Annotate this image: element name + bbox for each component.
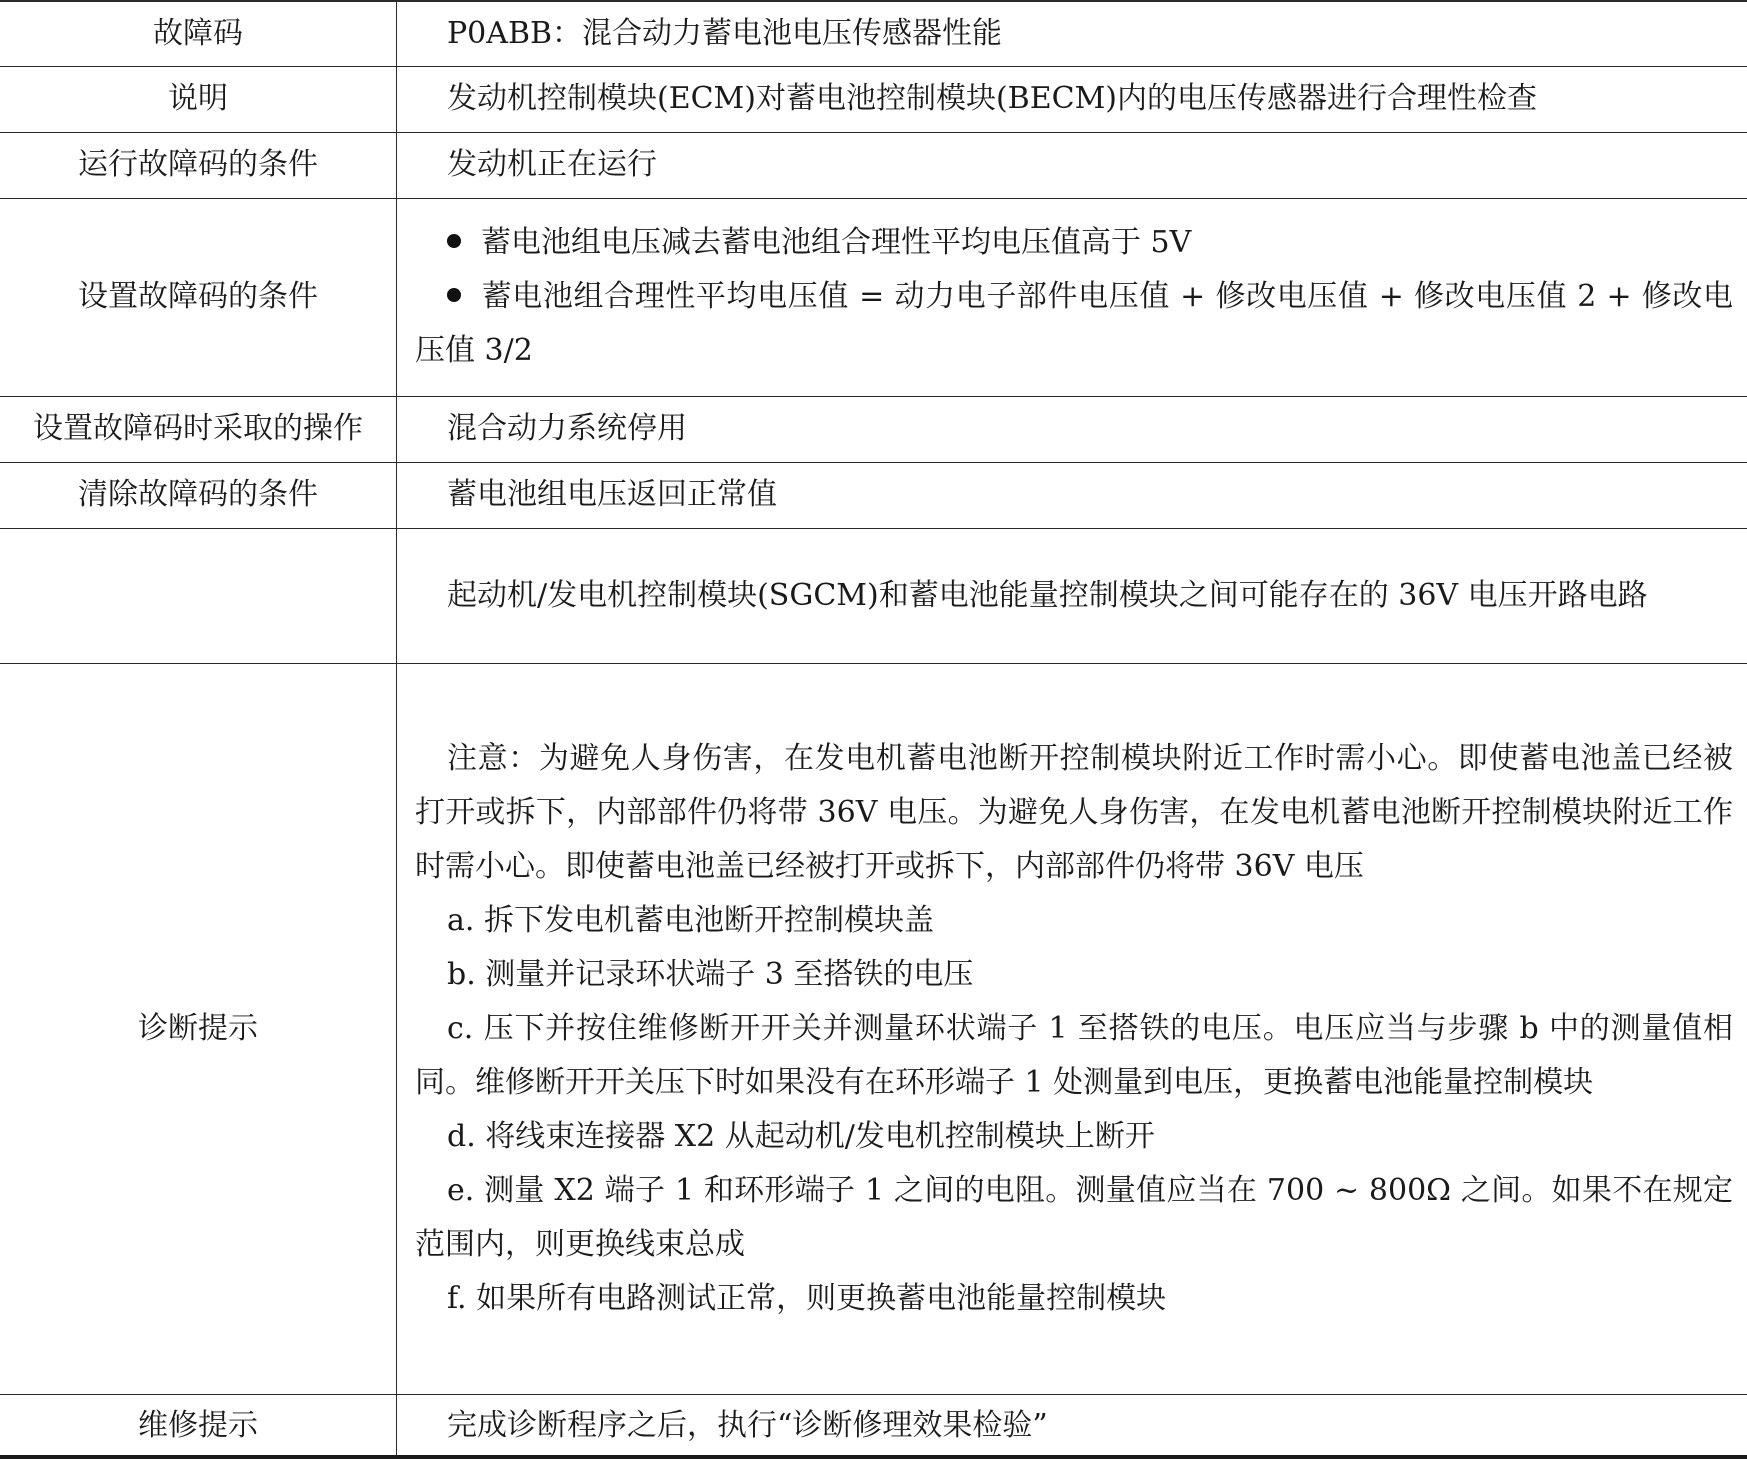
- set-condition-value: [397, 198, 1747, 396]
- clear-condition-value: [397, 462, 1747, 528]
- bullet-text: 蓄电池组合理性平均电压值 = 动力电子部件电压值 + 修改电压值 + 修改电压值 2 + 修改电压值 3/2: [415, 279, 1733, 368]
- table-row-set-condition: [0, 198, 1747, 396]
- bullet-icon: [447, 234, 461, 248]
- bullet-icon: [447, 288, 461, 302]
- diagnostic-value: [397, 663, 1747, 1394]
- action-value: [397, 396, 1747, 462]
- table-row-diagnostic: [0, 663, 1747, 1394]
- table-row-repair: [0, 1394, 1747, 1458]
- diagnostic-step: d. 将线束连接器 X2 从起动机/发电机控制模块上断开: [447, 1118, 1155, 1154]
- repair-text: 完成诊断程序之后，执行“诊断修理效果检验”: [447, 1408, 1048, 1443]
- set-condition-label: 设置故障码的条件: [0, 198, 397, 396]
- possible-cause-value: [397, 528, 1747, 663]
- clear-condition-label: 清除故障码的条件: [0, 462, 397, 528]
- fault-code-text: P0ABB：混合动力蓄电池电压传感器性能: [447, 15, 1003, 51]
- run-condition-label: 运行故障码的条件: [0, 132, 397, 198]
- fault-code-value: [397, 1, 1747, 66]
- table-row-possible-cause: [0, 528, 1747, 663]
- run-condition-value: [397, 132, 1747, 198]
- repair-label: 维修提示: [0, 1394, 397, 1458]
- table-row-clear-condition: [0, 462, 1747, 528]
- action-label: 设置故障码时采取的操作: [0, 396, 397, 462]
- diagnostic-content: [415, 710, 1733, 1348]
- diagnostic-step: a. 拆下发电机蓄电池断开控制模块盖: [447, 902, 934, 938]
- diagnostic-step: c. 压下并按住维修断开开关并测量环状端子 1 至搭铁的电压。电压应当与步骤 b 中的测量值相同。维修断开开关压下时如果没有在环形端子 1 处测量到电压，更换蓄电池能量控制模块: [415, 1010, 1733, 1100]
- diagnostic-step: e. 测量 X2 端子 1 和环形端子 1 之间的电阻。测量值应当在 700 ~ 800Ω 之间。如果不在规定范围内，则更换线束总成: [415, 1172, 1733, 1262]
- table-row-description: [0, 66, 1747, 132]
- description-value: [397, 66, 1747, 132]
- clear-condition-text: 蓄电池组电压返回正常值: [447, 477, 777, 512]
- possible-cause-label: [0, 528, 397, 663]
- bullet-item: [415, 270, 1733, 378]
- description-label: 说明: [0, 66, 397, 132]
- bullet-text: 蓄电池组电压减去蓄电池组合理性平均电压值高于 5V: [481, 225, 1192, 260]
- diagnostic-note: 注意：为避免人身伤害，在发电机蓄电池断开控制模块附近工作时需小心。即使蓄电池盖已经被打开或拆下，内部部件仍将带 36V 电压。为避免人身伤害，在发电机蓄电池断开控制模块附近工作时需小心。即使蓄电池盖已经被打开或拆下，内部部件仍将带 36V 电压: [415, 740, 1733, 884]
- description-text: 发动机控制模块(ECM)对蓄电池控制模块(BECM)内的电压传感器进行合理性检查: [447, 81, 1538, 116]
- table-row-fault-code: [0, 1, 1747, 66]
- run-condition-text: 发动机正在运行: [447, 147, 657, 182]
- table-row-run-condition: [0, 132, 1747, 198]
- possible-cause-text: 起动机/发电机控制模块(SGCM)和蓄电池能量控制模块之间可能存在的 36V 电压开路电路: [447, 577, 1648, 613]
- diagnostic-label: 诊断提示: [0, 663, 397, 1394]
- action-text: 混合动力系统停用: [447, 411, 687, 446]
- bullet-item: [415, 216, 1733, 270]
- table-row-action: [0, 396, 1747, 462]
- fault-code-label: 故障码: [0, 1, 397, 66]
- table-bottom-rule: [0, 1455, 1747, 1459]
- repair-value: [397, 1394, 1747, 1458]
- diagnostic-step: b. 测量并记录环状端子 3 至搭铁的电压: [447, 956, 974, 992]
- diagnostic-step: f. 如果所有电路测试正常，则更换蓄电池能量控制模块: [447, 1280, 1167, 1316]
